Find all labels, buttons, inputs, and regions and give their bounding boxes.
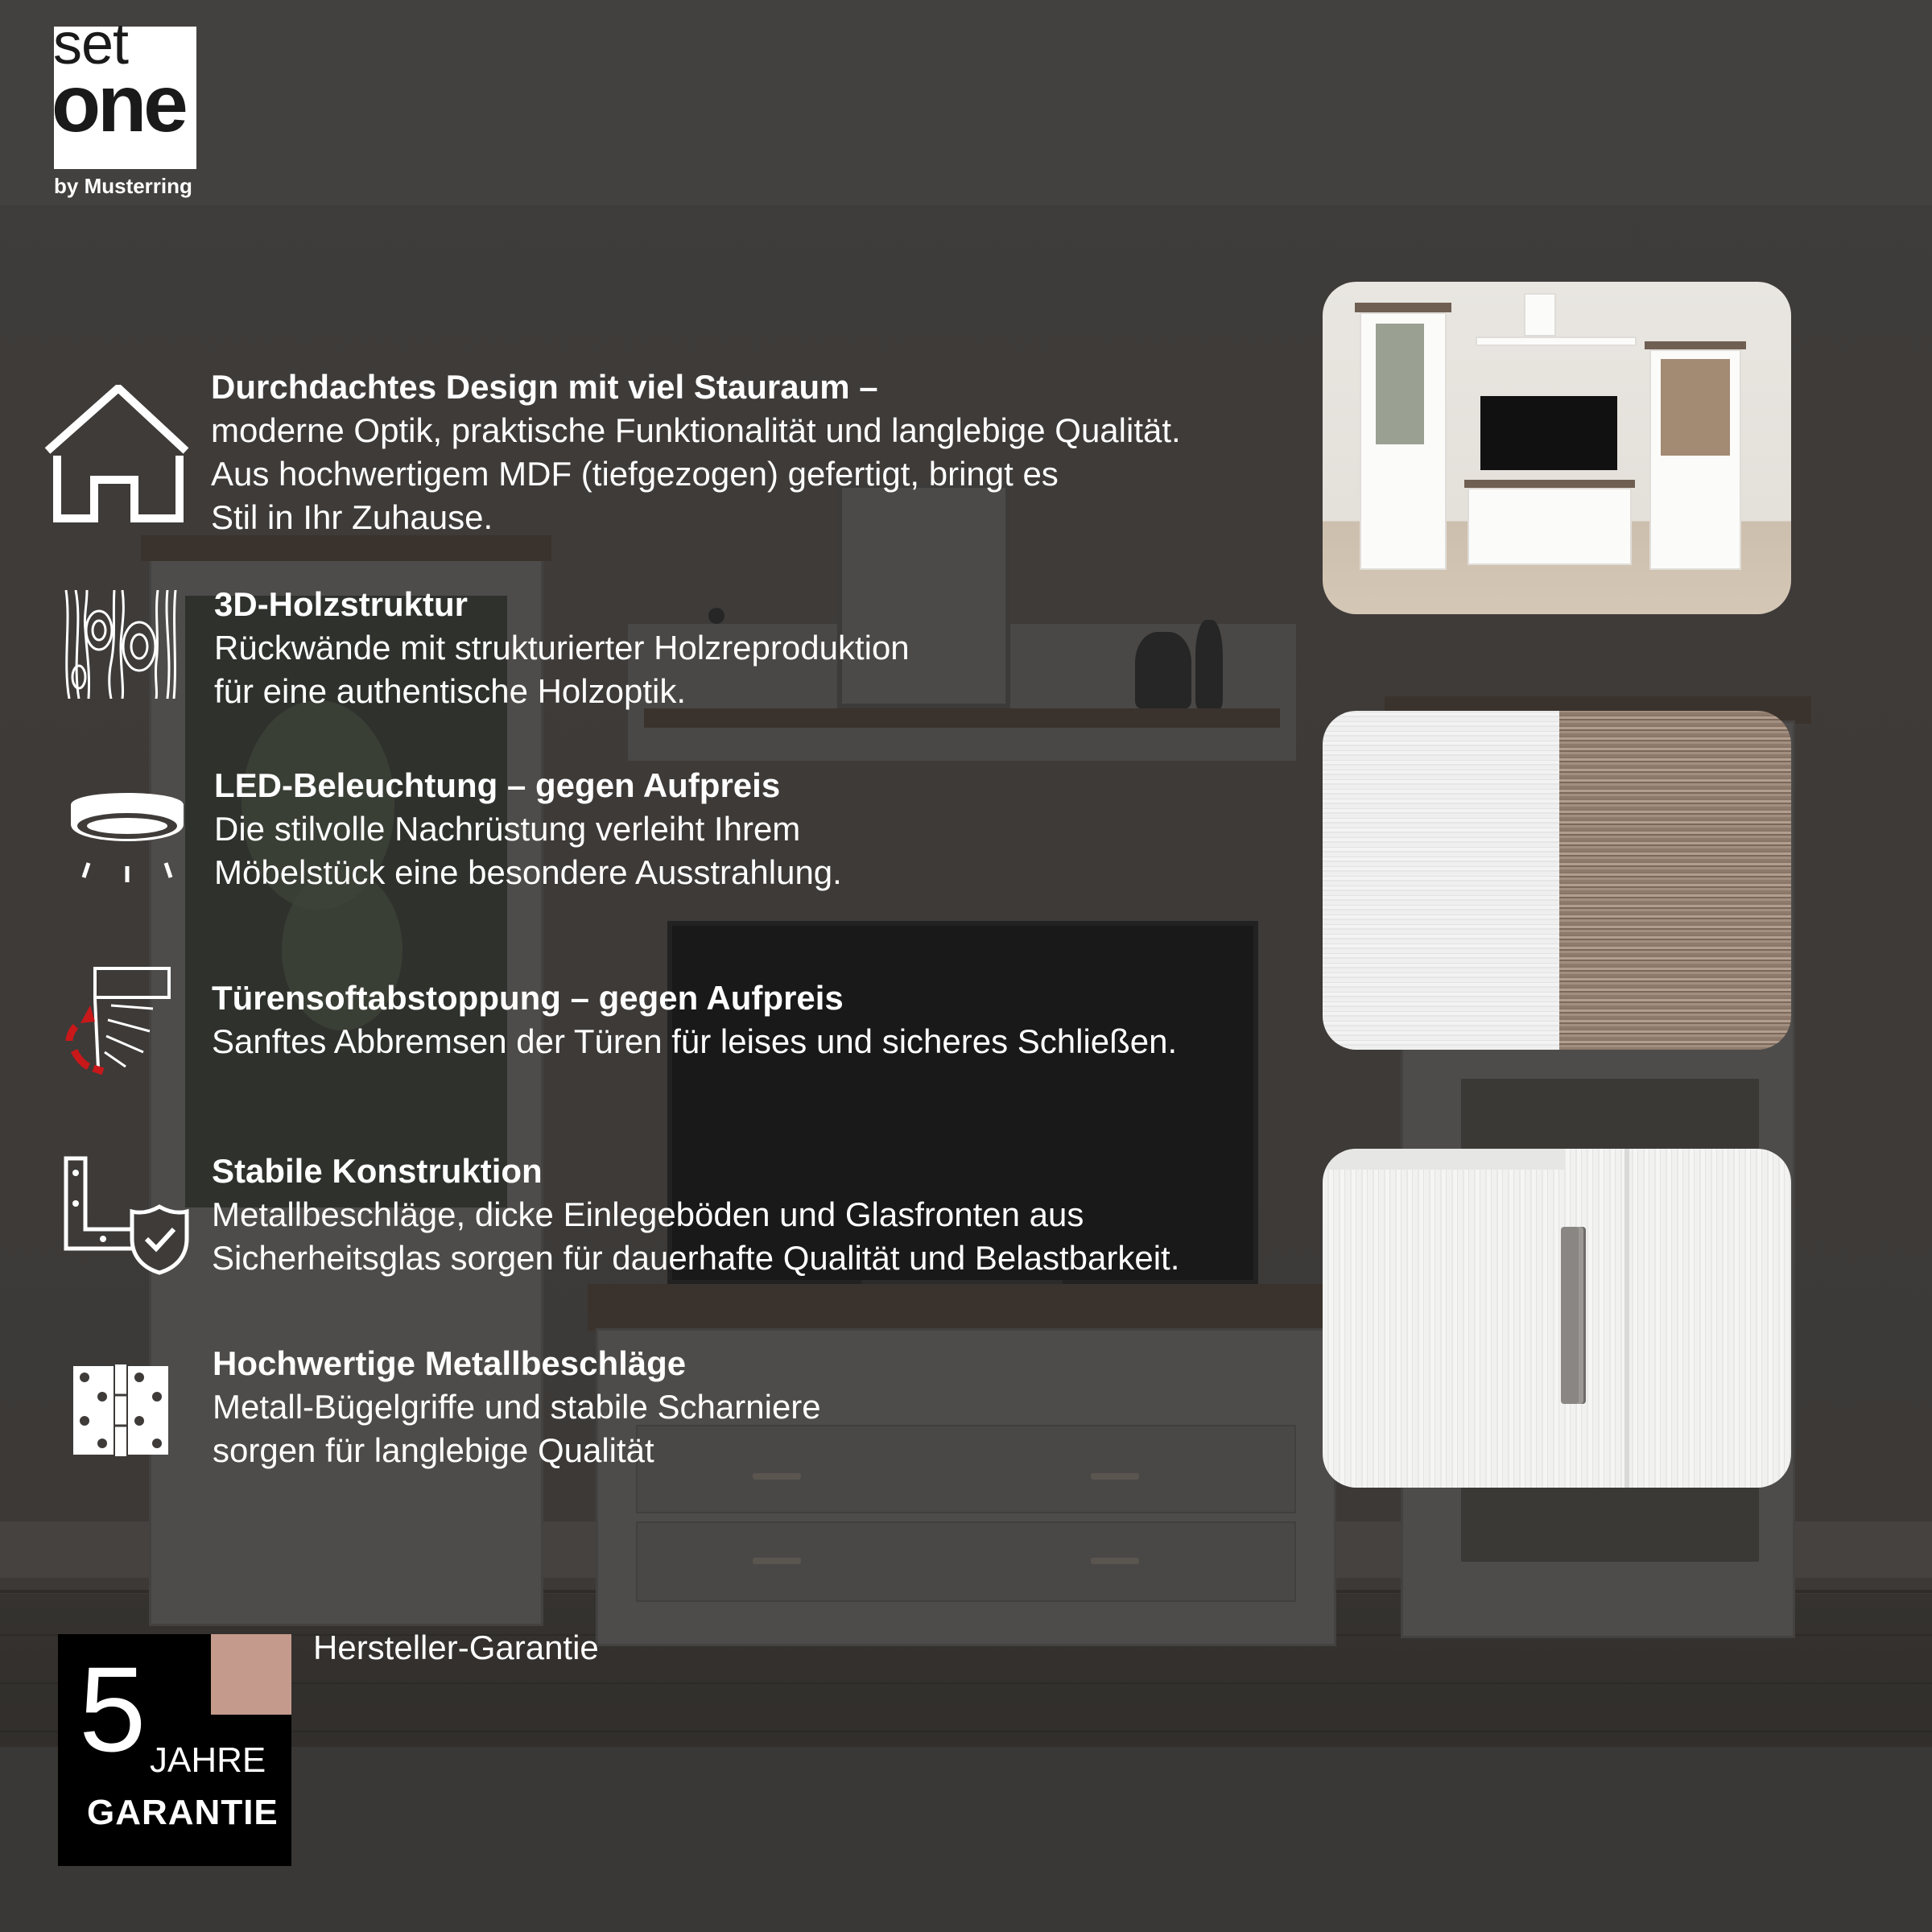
door-handle-photo: [1323, 1149, 1791, 1488]
photo-lowboard: [1468, 488, 1632, 565]
lowboard-top: [588, 1284, 1344, 1331]
feature-text: Stil in Ihr Zuhause.: [211, 498, 493, 536]
vase: [1195, 620, 1223, 708]
photo-tv: [1480, 396, 1617, 470]
door-edge: [1323, 1149, 1564, 1170]
feature-title: Hochwertige Metallbeschläge: [213, 1344, 687, 1382]
warranty-word: GARANTIE: [87, 1793, 279, 1832]
warranty-years-number: 5: [79, 1641, 147, 1777]
feature-text: sorgen für langlebige Qualität: [213, 1431, 654, 1469]
warranty-accent-square: [211, 1634, 291, 1715]
feature-text: Rückwände mit strukturierter Holzreproduktion: [214, 629, 910, 667]
feature-metal-fittings: [213, 1342, 821, 1472]
warranty-label: Hersteller-Garantie: [313, 1629, 599, 1666]
feature-soft-close: [212, 976, 1177, 1063]
hinge-icon: [72, 1364, 170, 1456]
photo-vitrine-glass: [1376, 324, 1424, 444]
product-room-photo: [1323, 282, 1791, 614]
photo-shelf-back: [1661, 359, 1730, 456]
header-band: [0, 0, 1932, 205]
soft-close-door-icon: [63, 964, 175, 1076]
feature-text: Metallbeschläge, dicke Einlegeböden und Glasfronten aus: [212, 1195, 1084, 1233]
feature-text: für eine authentische Holzoptik.: [214, 672, 687, 710]
photo-wall-shelf: [1476, 336, 1637, 346]
photo-shelf-top: [1645, 341, 1746, 349]
feature-text: moderne Optik, praktische Funktionalität und langlebige Qualität.: [211, 411, 1181, 449]
logo-set-text: set: [53, 12, 129, 76]
feature-text: Die stilvolle Nachrüstung verleiht Ihrem: [214, 810, 801, 848]
photo-cabinet-top: [1355, 303, 1451, 312]
feature-construction: [212, 1150, 1179, 1280]
feature-title: Stabile Konstruktion: [212, 1152, 543, 1190]
oak-sample: [1559, 711, 1791, 1050]
feature-text: Sanftes Abbremsen der Türen für leises und sicheres Schließen.: [212, 1022, 1178, 1060]
ceiling-light-icon: [66, 784, 188, 889]
feature-text: Möbelstück eine besondere Ausstrahlung.: [214, 853, 842, 891]
brand-logo: [52, 12, 196, 169]
feature-text: Aus hochwertigem MDF (tiefgezogen) gefertigt, bringt es: [211, 455, 1059, 493]
feature-title: LED-Beleuchtung – gegen Aufpreis: [214, 766, 781, 804]
drawer-handle: [753, 1473, 801, 1480]
drawer-handle: [753, 1558, 801, 1564]
wood-grain-icon: [63, 590, 177, 699]
vase: [1135, 632, 1191, 708]
photo-lowboard-top: [1464, 480, 1635, 488]
drawer: [636, 1521, 1296, 1602]
bar-handle: [1561, 1227, 1583, 1404]
white-pine-sample: [1323, 711, 1559, 1050]
feature-led: [214, 764, 842, 894]
feature-design: [211, 365, 1181, 539]
bracket-shield-icon: [63, 1155, 190, 1276]
drawer-handle: [1091, 1558, 1139, 1564]
wood-decor-samples: [1323, 711, 1791, 1050]
house-icon: [44, 385, 189, 523]
feature-title: Durchdachtes Design mit viel Stauraum –: [211, 368, 878, 406]
feature-text: Sicherheitsglas sorgen für dauerhafte Qualität und Belastbarkeit.: [212, 1239, 1180, 1277]
logo-one-text: one: [52, 59, 185, 149]
warranty-years-unit: JAHRE: [150, 1740, 266, 1780]
feature-title: 3D-Holzstruktur: [214, 585, 469, 623]
feature-title: Türensoftabstoppung – gegen Aufpreis: [212, 979, 844, 1017]
feature-wood-structure: [214, 583, 910, 713]
drawer-handle: [1091, 1473, 1139, 1480]
photo-frame: [1524, 293, 1556, 336]
brand-byline: by Musterring: [54, 174, 192, 198]
feature-text: Metall-Bügelgriffe und stabile Scharniere: [213, 1388, 821, 1426]
door-seam: [1624, 1149, 1629, 1488]
